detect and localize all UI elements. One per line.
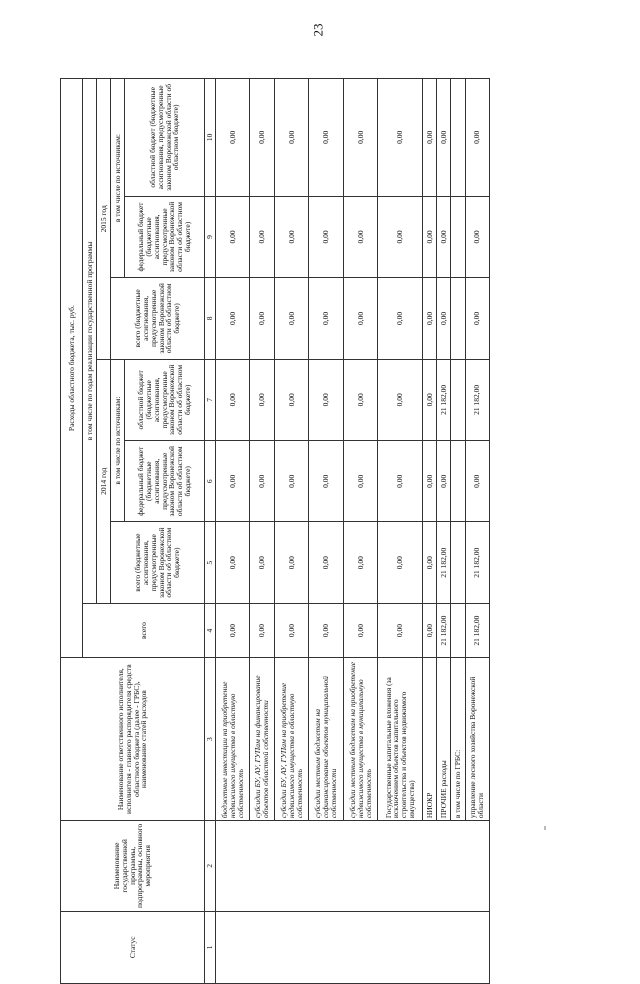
header-2014-regional: областной бюджет (бюджетные ассигнования, предусмотренные законом Воронежской области об областном бюджете) [125,359,205,440]
value-cell: 0,00 [343,196,378,277]
value-cell: 0,00 [437,441,451,522]
value-cell: 0,00 [343,359,378,440]
header-year-2015: 2015 год [97,79,111,360]
value-cell: 0,00 [378,196,423,277]
value-cell: 0,00 [309,278,344,359]
value-cell: 0,00 [215,196,250,277]
value-cell [451,278,465,359]
header-2015-federal: федеральный бюджет (бюджетные ассигнования, предусмотренные законом Воронежской области об областном бюджете) [125,196,205,277]
header-by-years: в том числе по годам реализации государственной программы [83,79,97,604]
header-2015-regional: областной бюджет (бюджетные ассигнования, предусмотренные законом Воронежской области об областном бюджете) [125,79,205,197]
scan-mark [544,826,546,830]
column-number: 1 [205,911,216,983]
budget-table-sheet [60,78,490,984]
value-cell: 0,00 [423,278,437,359]
value-cell: 21 182,00 [465,522,489,603]
value-cell: 0,00 [465,441,489,522]
header-budget-title: Расходы областного бюджета, тыс. руб. [61,79,83,658]
value-cell: 0,00 [378,278,423,359]
value-cell: 0,00 [423,359,437,440]
value-cell: 0,00 [215,603,250,657]
header-status: Статус [61,911,205,983]
value-cell: 0,00 [250,278,274,359]
value-cell: 0,00 [343,441,378,522]
value-cell: 0,00 [250,196,274,277]
value-cell: 0,00 [309,603,344,657]
expense-name-cell: НИОКР [423,658,437,821]
value-cell: 0,00 [250,359,274,440]
page-number: 23 [310,23,326,37]
value-cell [451,522,465,603]
value-cell: 0,00 [309,359,344,440]
value-cell: 21 182,00 [437,522,451,603]
value-cell [451,359,465,440]
column-number: 5 [205,522,216,603]
value-cell: 0,00 [274,522,309,603]
header-2014-sources: в том числе по источникам: [111,359,125,522]
value-cell: 0,00 [437,79,451,197]
header-year-2014: 2014 год [97,359,111,603]
value-cell: 0,00 [423,603,437,657]
value-cell: 0,00 [274,603,309,657]
expense-name-cell: субсидии БУ, АУ, ГУПам на приобретение недвижимого имущества в областную собственность [274,658,309,821]
value-cell: 0,00 [465,196,489,277]
column-number: 6 [205,441,216,522]
column-number: 3 [205,658,216,821]
expense-name-cell: Государственные капитальные вложения (за исключением объектов капитального строительства и объектов недвижимого имущества) [378,658,423,821]
value-cell: 21 182,00 [465,603,489,657]
budget-table [60,78,490,984]
value-cell: 0,00 [215,441,250,522]
value-cell: 0,00 [250,603,274,657]
value-cell: 0,00 [343,522,378,603]
expense-name-cell: управление лесного хозяйства Воронежской области [465,658,489,821]
value-cell: 0,00 [215,359,250,440]
value-cell: 0,00 [309,196,344,277]
value-cell: 21 182,00 [437,359,451,440]
column-number: 9 [205,196,216,277]
table-body [215,79,489,984]
column-number: 7 [205,359,216,440]
header-2015-total: всего (бюджетные ассигнования, предусмотренные законом Воронежской области об областном бюджете) [111,278,205,359]
value-cell: 0,00 [343,79,378,197]
header-2014-total: всего (бюджетные ассигнования, предусмотренные законом Воронежской области об областном бюджете) [111,522,205,603]
value-cell: 0,00 [343,603,378,657]
value-cell: 0,00 [423,196,437,277]
value-cell: 0,00 [309,522,344,603]
value-cell: 0,00 [215,79,250,197]
value-cell: 0,00 [274,79,309,197]
column-number: 8 [205,278,216,359]
value-cell: 0,00 [274,441,309,522]
status-cell [215,911,489,983]
value-cell: 0,00 [250,441,274,522]
column-number: 2 [205,821,216,912]
expense-name-cell: субсидии местным бюджетам на софинансирование объектов муниципальной собственности [309,658,344,821]
value-cell: 0,00 [274,278,309,359]
column-number: 10 [205,79,216,197]
value-cell: 0,00 [343,278,378,359]
header-2014-federal: федеральный бюджет (бюджетные ассигнования, предусмотренные законом Воронежской области об областном бюджете) [125,441,205,522]
value-cell: 0,00 [465,278,489,359]
header-total: всего [83,603,205,657]
column-numbers-row [205,79,216,984]
value-cell: 0,00 [423,441,437,522]
value-cell: 0,00 [437,278,451,359]
value-cell: 0,00 [378,441,423,522]
value-cell: 0,00 [250,79,274,197]
value-cell: 0,00 [309,79,344,197]
value-cell: 0,00 [309,441,344,522]
value-cell: 21 182,00 [465,359,489,440]
program-name-cell [215,821,489,912]
value-cell: 0,00 [378,79,423,197]
value-cell: 21 182,00 [437,603,451,657]
expense-name-cell: ПРОЧИЕ расходы [437,658,451,821]
value-cell [451,196,465,277]
value-cell: 0,00 [465,79,489,197]
expense-name-cell: субсидии местным бюджетам на приобретение недвижимого имущества в муниципальную собственность [343,658,378,821]
value-cell: 0,00 [250,522,274,603]
value-cell: 0,00 [215,278,250,359]
value-cell: 0,00 [423,522,437,603]
value-cell: 0,00 [274,359,309,440]
column-number: 4 [205,603,216,657]
value-cell: 0,00 [378,603,423,657]
table-row [215,79,250,984]
header-2015-sources: в том числе по источникам: [111,79,125,278]
expense-name-cell: бюджетные инвестиции на приобретение недвижимого имущества в областную собственность [215,658,250,821]
value-cell: 0,00 [437,196,451,277]
value-cell: 0,00 [274,196,309,277]
value-cell [451,603,465,657]
header-executor: Наименование ответственного исполнителя, исполнителя - главного распорядителя средств областного бюджета (далее - ГРБС), наименование статей расходов [61,658,205,821]
header-program-name: Наименование государственной программы, подпрограммы, основного мероприятия [61,821,205,912]
value-cell: 0,00 [378,522,423,603]
value-cell: 0,00 [378,359,423,440]
expense-name-cell: в том числе по ГРБС: [451,658,465,821]
value-cell [451,79,465,197]
value-cell: 0,00 [215,522,250,603]
expense-name-cell: субсидии БУ, АУ, ГУПам на финансирование объектов областной собственности [250,658,274,821]
value-cell: 0,00 [423,79,437,197]
value-cell [451,441,465,522]
